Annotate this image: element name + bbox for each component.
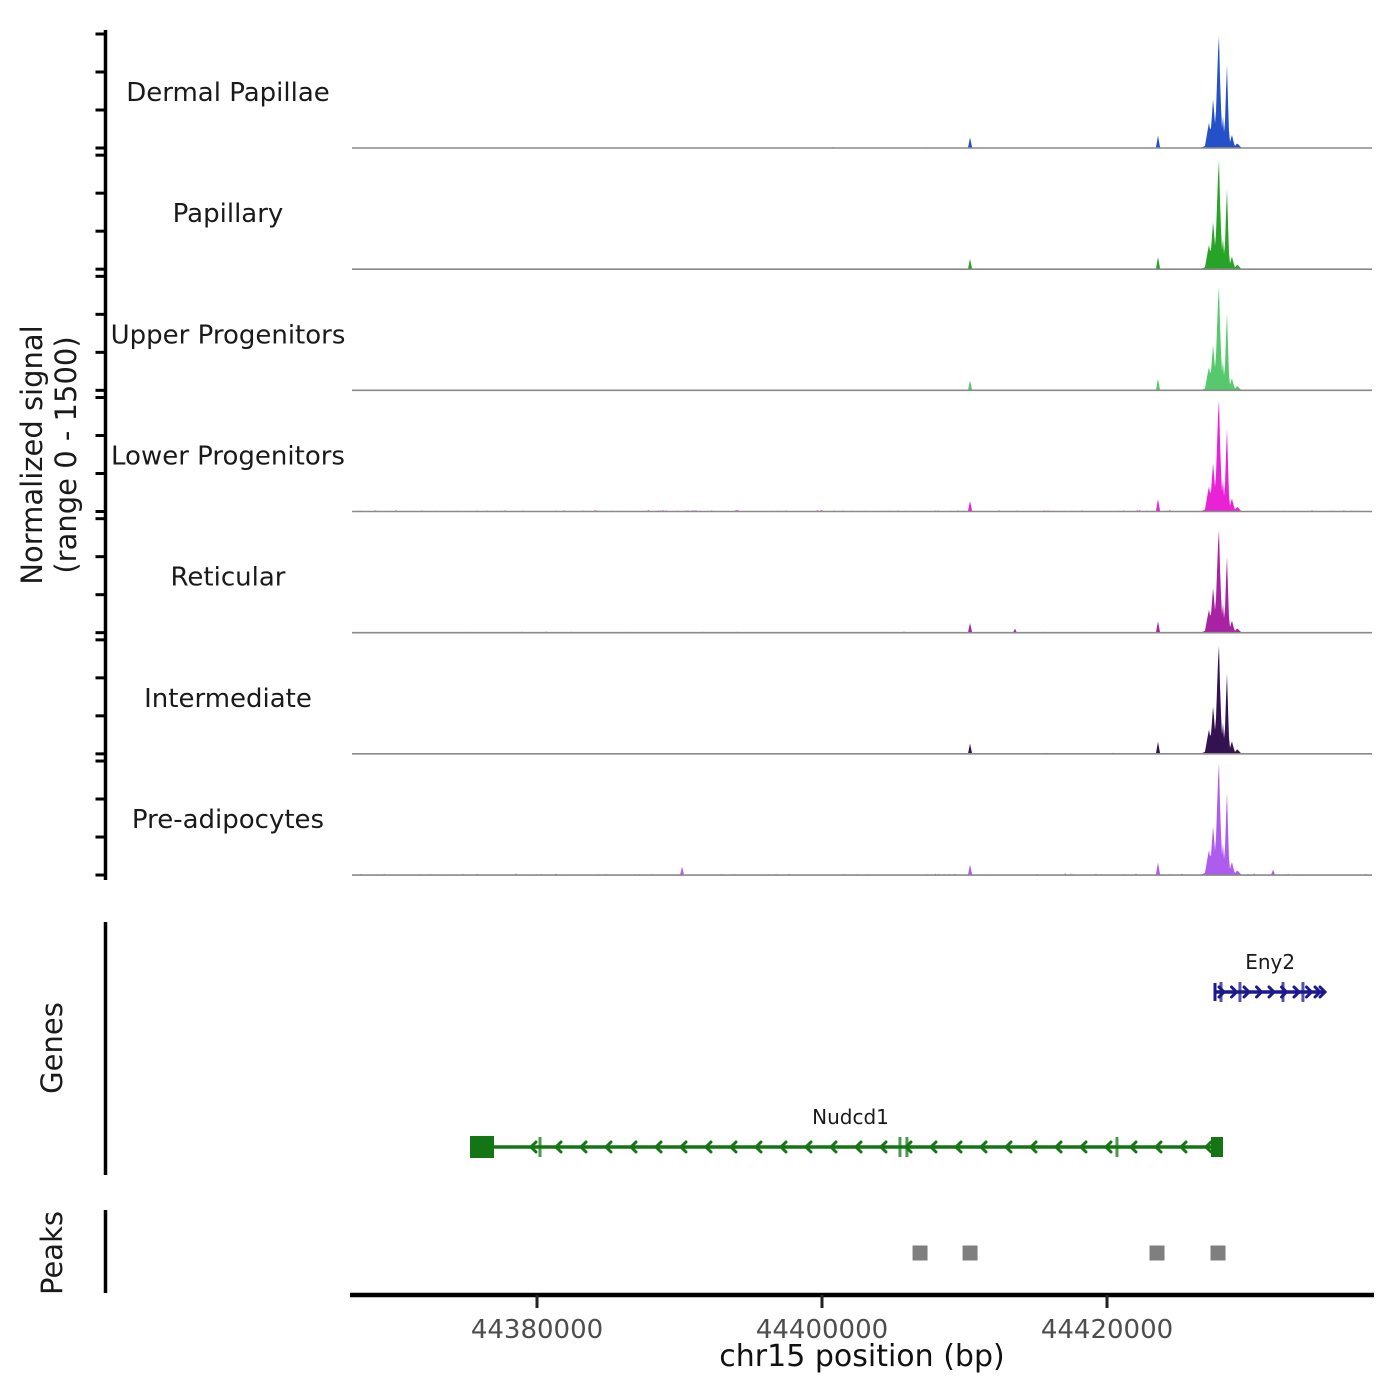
peak-calls-layer [913,1246,1226,1261]
signal-tracks-layer [352,36,1372,875]
axes-layer [96,30,1375,1308]
genes-section-label: Genes [35,1002,69,1094]
gene-label-nudcd1: Nudcd1 [812,1105,889,1129]
signal-track-0 [352,36,1372,148]
peak-call-box [963,1246,978,1261]
gene-start-box [470,1136,494,1158]
y-axis-label-line2: (range 0 - 1500) [49,336,83,574]
signal-track-3 [352,400,1372,512]
x-tick-label-44420000: 44420000 [1040,1315,1174,1345]
x-axis-title: chr15 position (bp) [719,1339,1005,1374]
gene-eny2 [1215,982,1325,1002]
signal-area [352,530,1372,633]
track-label-intermediate: Intermediate [144,683,312,714]
gene-end-box [1211,1137,1223,1157]
signal-area [352,645,1372,753]
x-tick-label-44380000: 44380000 [470,1315,604,1345]
signal-track-6 [352,763,1372,875]
peaks-section-label: Peaks [35,1211,69,1295]
peak-call-box [1150,1246,1165,1261]
signal-track-2 [352,286,1372,390]
signal-track-5 [352,645,1372,753]
signal-area [352,36,1372,148]
peak-call-box [913,1246,928,1261]
peak-call-box [1211,1246,1226,1261]
x-tick-label-44400000: 44400000 [755,1315,889,1345]
signal-area [352,286,1372,390]
signal-area [352,161,1372,269]
track-label-lower-progenitors: Lower Progenitors [111,441,345,472]
signal-area [352,763,1372,875]
track-label-pre-adipocytes: Pre-adipocytes [131,805,325,836]
track-label-reticular: Reticular [170,562,286,593]
signal-area [352,400,1372,512]
track-label-papillary: Papillary [172,199,284,230]
y-axis-label-line1: Normalized signal [15,325,49,585]
gene-nudcd1 [470,1136,1223,1158]
signal-track-4 [352,530,1372,633]
genes-layer [470,982,1325,1158]
track-label-upper-progenitors: Upper Progenitors [110,320,346,351]
track-label-dermal-papillae: Dermal Papillae [126,78,330,108]
signal-track-1 [352,161,1372,269]
gene-label-eny2: Eny2 [1245,950,1296,974]
